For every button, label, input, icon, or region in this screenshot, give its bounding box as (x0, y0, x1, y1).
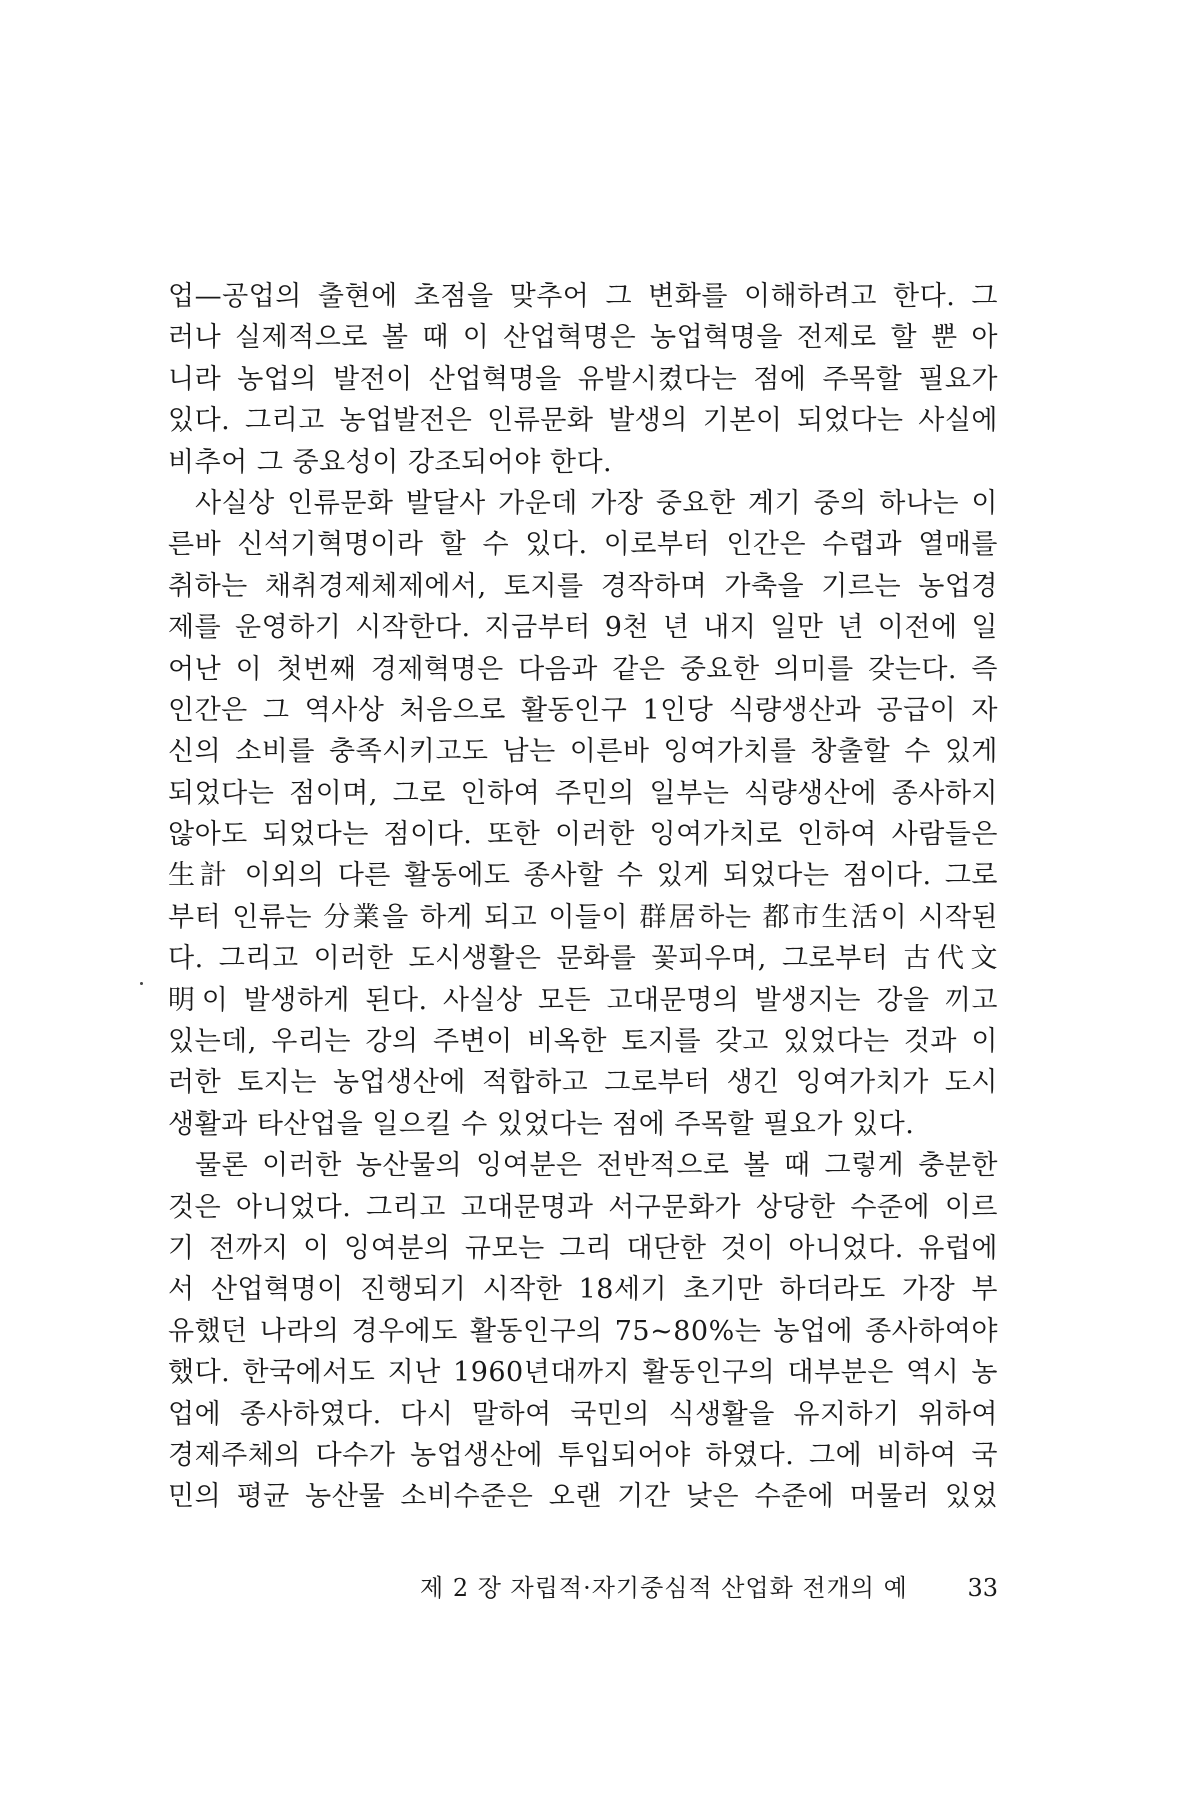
text-line: 제를 운영하기 시작한다. 지금부터 9천 년 내지 일만 년 이전에 일 (168, 612, 998, 644)
text-line: 明이 발생하게 된다. 사실상 모든 고대문명의 발생지는 강을 끼고 (168, 984, 998, 1016)
text-line: 되었다는 점이며, 그로 인하여 주민의 일부는 식량생산에 종사하지 (168, 777, 998, 809)
text-line: 취하는 채취경제체제에서, 토지를 경작하며 가축을 기르는 농업경 (168, 570, 998, 602)
print-speck (140, 982, 143, 985)
text-line: 른바 신석기혁명이라 할 수 있다. 이로부터 인간은 수렵과 열매를 (168, 529, 998, 561)
paragraph-start-line: 사실상 인류문화 발달사 가운데 가장 중요한 계기 중의 하나는 이 (195, 487, 998, 519)
running-footer (420, 1568, 998, 1608)
text-line: 러나 실제적으로 볼 때 이 산업혁명은 농업혁명을 전제로 할 뿐 아 (168, 322, 998, 354)
page-number: 33 (967, 1574, 998, 1602)
text-line: 부터 인류는 分業을 하게 되고 이들이 群居하는 都市生活이 시작된 (168, 901, 998, 933)
chapter-title: 제 2 장 자립적·자기중심적 산업화 전개의 예 (420, 1574, 908, 1602)
text-line: 기 전까지 이 잉여분의 규모는 그리 대단한 것이 아니었다. 유럽에 (168, 1232, 998, 1264)
text-line: 니라 농업의 발전이 산업혁명을 유발시켰다는 점에 주목할 필요가 (168, 363, 998, 395)
text-line: 있다. 그리고 농업발전은 인류문화 발생의 기본이 되었다는 사실에 (168, 405, 998, 437)
text-line: 경제주체의 다수가 농업생산에 투입되어야 하였다. 그에 비하여 국 (168, 1439, 998, 1471)
paragraph-end-line: 생활과 타산업을 일으킬 수 있었다는 점에 주목할 필요가 있다. (168, 1108, 915, 1140)
text-line: 生計 이외의 다른 활동에도 종사할 수 있게 되었다는 점이다. 그로 (168, 860, 998, 892)
text-line: 업에 종사하였다. 다시 말하여 국민의 식생활을 유지하기 위하여 (168, 1398, 998, 1430)
text-line: 민의 평균 농산물 소비수준은 오랜 기간 낮은 수준에 머물러 있었 (168, 1481, 998, 1513)
paragraph-start-line: 물론 이러한 농산물의 잉여분은 전반적으로 볼 때 그렇게 충분한 (195, 1150, 998, 1182)
text-line: 다. 그리고 이러한 도시생활은 문화를 꽃피우며, 그로부터 古代文 (168, 943, 998, 975)
text-line: 신의 소비를 충족시키고도 남는 이른바 잉여가치를 창출할 수 있게 (168, 736, 998, 768)
text-line: 인간은 그 역사상 처음으로 활동인구 1인당 식량생산과 공급이 자 (168, 694, 998, 726)
text-line: 않아도 되었다는 점이다. 또한 이러한 잉여가치로 인하여 사람들은 (168, 819, 998, 851)
text-line: 했다. 한국에서도 지난 1960년대까지 활동인구의 대부분은 역시 농 (168, 1357, 998, 1389)
text-line: 것은 아니었다. 그리고 고대문명과 서구문화가 상당한 수준에 이르 (168, 1191, 998, 1223)
body-text (168, 276, 998, 1518)
text-line: 어난 이 첫번째 경제혁명은 다음과 같은 중요한 의미를 갖는다. 즉 (168, 653, 998, 685)
text-line: 업—공업의 출현에 초점을 맞추어 그 변화를 이해하려고 한다. 그 (168, 281, 998, 312)
text-line: 러한 토지는 농업생산에 적합하고 그로부터 생긴 잉여가치가 도시 (168, 1067, 998, 1099)
paragraph-end-line: 비추어 그 중요성이 강조되어야 한다. (168, 446, 613, 478)
text-line: 서 산업혁명이 진행되기 시작한 18세기 초기만 하더라도 가장 부 (168, 1274, 998, 1306)
text-line: 있는데, 우리는 강의 주변이 비옥한 토지를 갖고 있었다는 것과 이 (168, 1026, 998, 1058)
text-line: 유했던 나라의 경우에도 활동인구의 75~80%는 농업에 종사하여야 (168, 1315, 998, 1347)
